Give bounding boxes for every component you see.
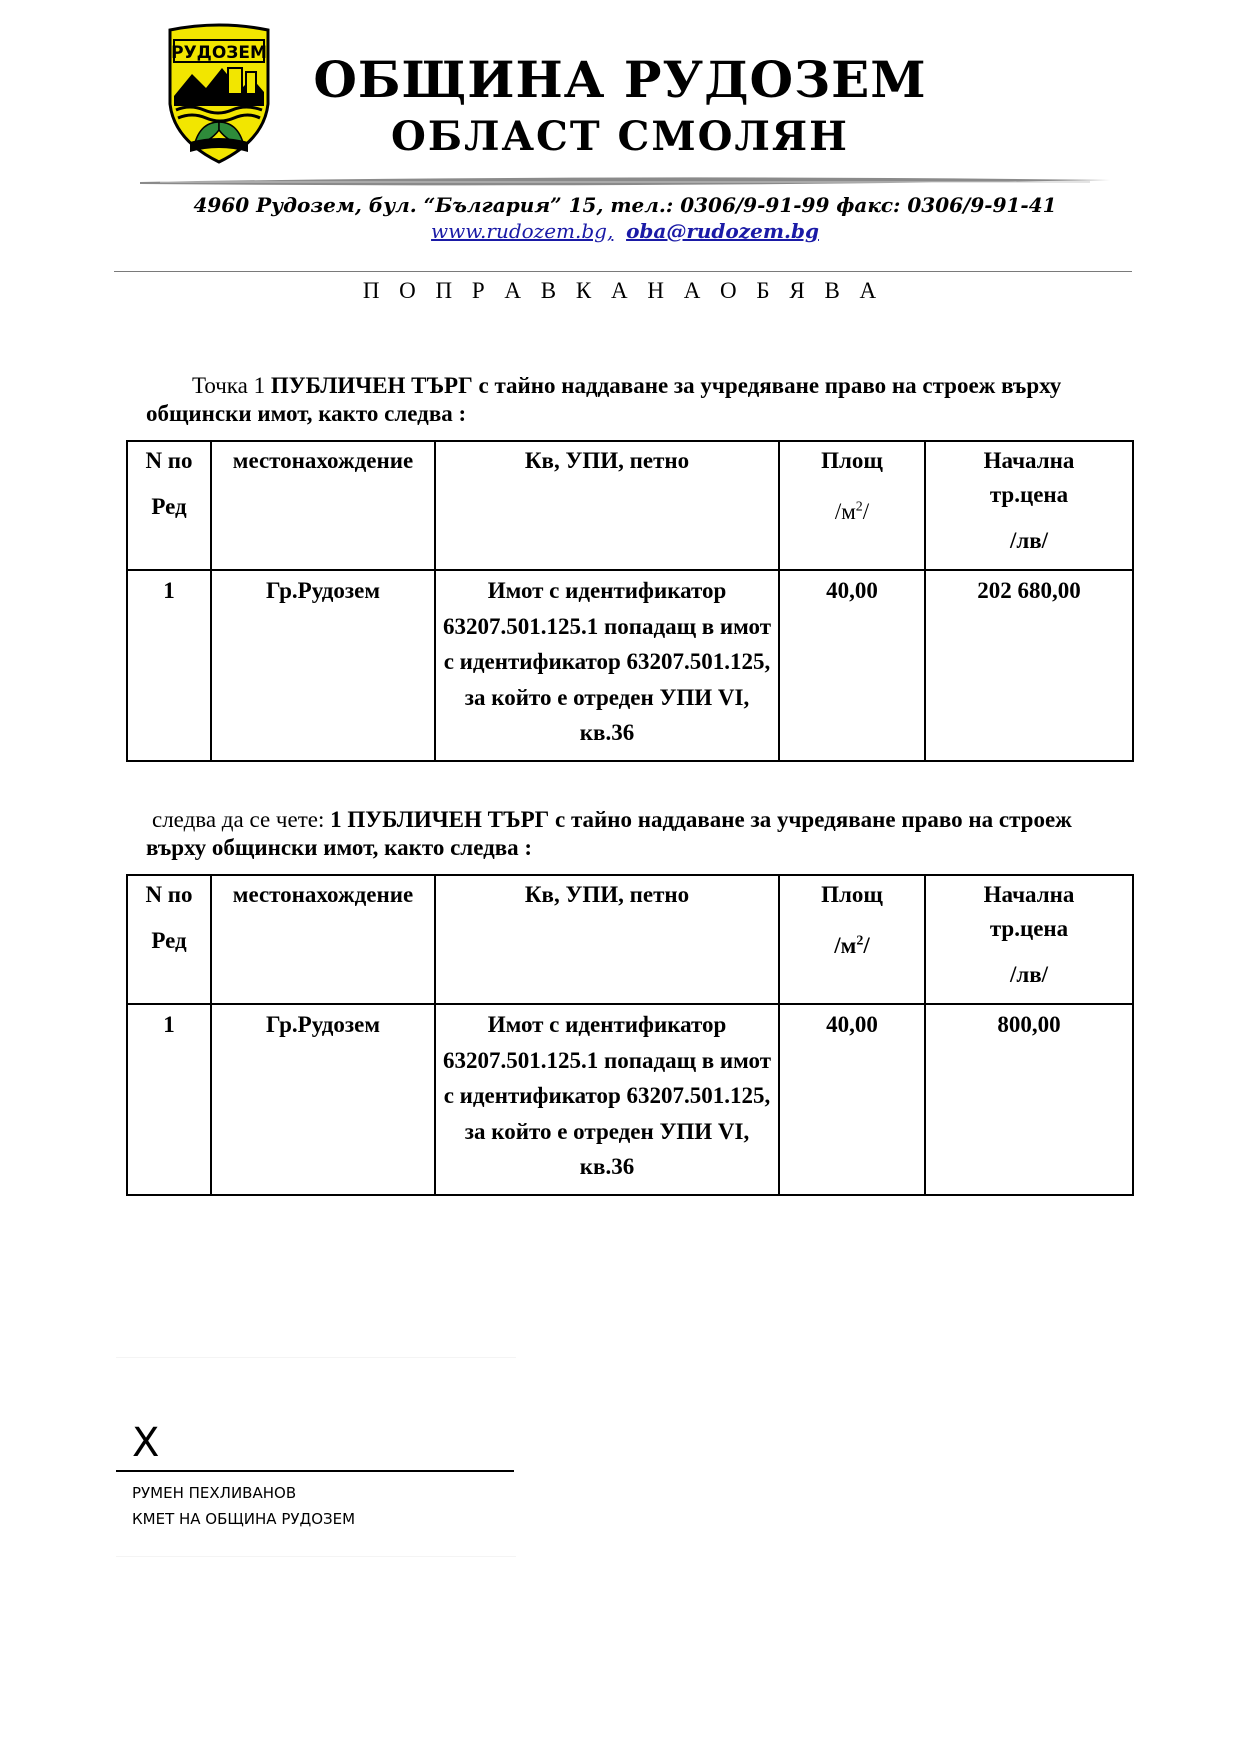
email-link[interactable]: oba@rudozem.bg: [626, 219, 819, 243]
column-header-price: Начална тр.цена /лв/: [925, 441, 1133, 570]
cell-number: 1: [127, 570, 211, 761]
column-header-location: местонахождение: [211, 441, 435, 570]
cell-location: Гр.Рудозем: [211, 1004, 435, 1195]
cell-area: 40,00: [779, 570, 925, 761]
corrected-auction-table: [126, 874, 1134, 1196]
cell-property: Имот с идентификатор 63207.501.125.1 попадащ в имот с идентификатор 63207.501.125, за който е отреден УПИ VI, кв.36: [435, 570, 779, 761]
cell-price: 800,00: [925, 1004, 1133, 1195]
municipality-crest-logo: [160, 18, 278, 166]
paragraph-lead: следва да се чете:: [152, 807, 331, 832]
header-rule: [114, 271, 1132, 272]
original-auction-table: [126, 440, 1134, 762]
table-header-row: [127, 875, 1133, 1004]
cell-number: 1: [127, 1004, 211, 1195]
column-header-price: Начална тр.цена /лв/: [925, 875, 1133, 1004]
table-row: [127, 1004, 1133, 1195]
region-title: ОБЛАСТ СМОЛЯН: [391, 113, 849, 160]
paragraph-bold-text: ПУБЛИЧЕН ТЪРГ с тайно наддаване за учредяване право на строеж върху общински имот, както следва :: [146, 373, 1062, 426]
cell-property: Имот с идентификатор 63207.501.125.1 попадащ в имот с идентификатор 63207.501.125, за който е отреден УПИ VI, кв.36: [435, 1004, 779, 1195]
cell-location: Гр.Рудозем: [211, 570, 435, 761]
table-header-row: [127, 441, 1133, 570]
cell-area: 40,00: [779, 1004, 925, 1195]
column-header-property: Кв, УПИ, петно: [435, 441, 779, 570]
signature-line: [116, 1470, 514, 1472]
contact-links: [140, 218, 1110, 244]
contact-address: 4960 Рудозем, бул. “България” 15, тел.: 0306/9-91-99 факс: 0306/9-91-41: [193, 193, 1057, 217]
paragraph-lead: Точка 1: [192, 373, 271, 398]
signatory-name: РУМЕН ПЕХЛИВАНОВ: [132, 1484, 297, 1502]
column-header-location: местонахождение: [211, 875, 435, 1004]
document-heading: П О П Р А В К А Н А О Б Я В А: [362, 278, 884, 303]
table-row: [127, 570, 1133, 761]
signature-mark: X: [132, 1420, 160, 1466]
header-decorative-line: [140, 174, 1110, 190]
signatory-role: КМЕТ НА ОБЩИНА РУДОЗЕМ: [132, 1510, 356, 1528]
column-header-number: N по Ред: [127, 875, 211, 1004]
svg-text:РУДОЗЕМ: РУДОЗЕМ: [171, 43, 267, 63]
municipality-title: ОБЩИНА РУДОЗЕМ: [313, 50, 927, 109]
cell-price: 202 680,00: [925, 570, 1133, 761]
original-notice-paragraph: [146, 372, 1076, 428]
column-header-property: Кв, УПИ, петно: [435, 875, 779, 1004]
column-header-number: N по Ред: [127, 441, 211, 570]
column-header-area: Площ $/м^2/$: [779, 441, 925, 570]
corrected-notice-paragraph: [146, 806, 1076, 862]
website-link[interactable]: www.rudozem.bg,: [431, 219, 614, 243]
column-header-area: Площ $/м^2/$: [779, 875, 925, 1004]
paragraph-bold-text: 1 ПУБЛИЧЕН ТЪРГ с тайно наддаване за учредяване право на строеж върху общински имот, както следва :: [146, 807, 1072, 860]
